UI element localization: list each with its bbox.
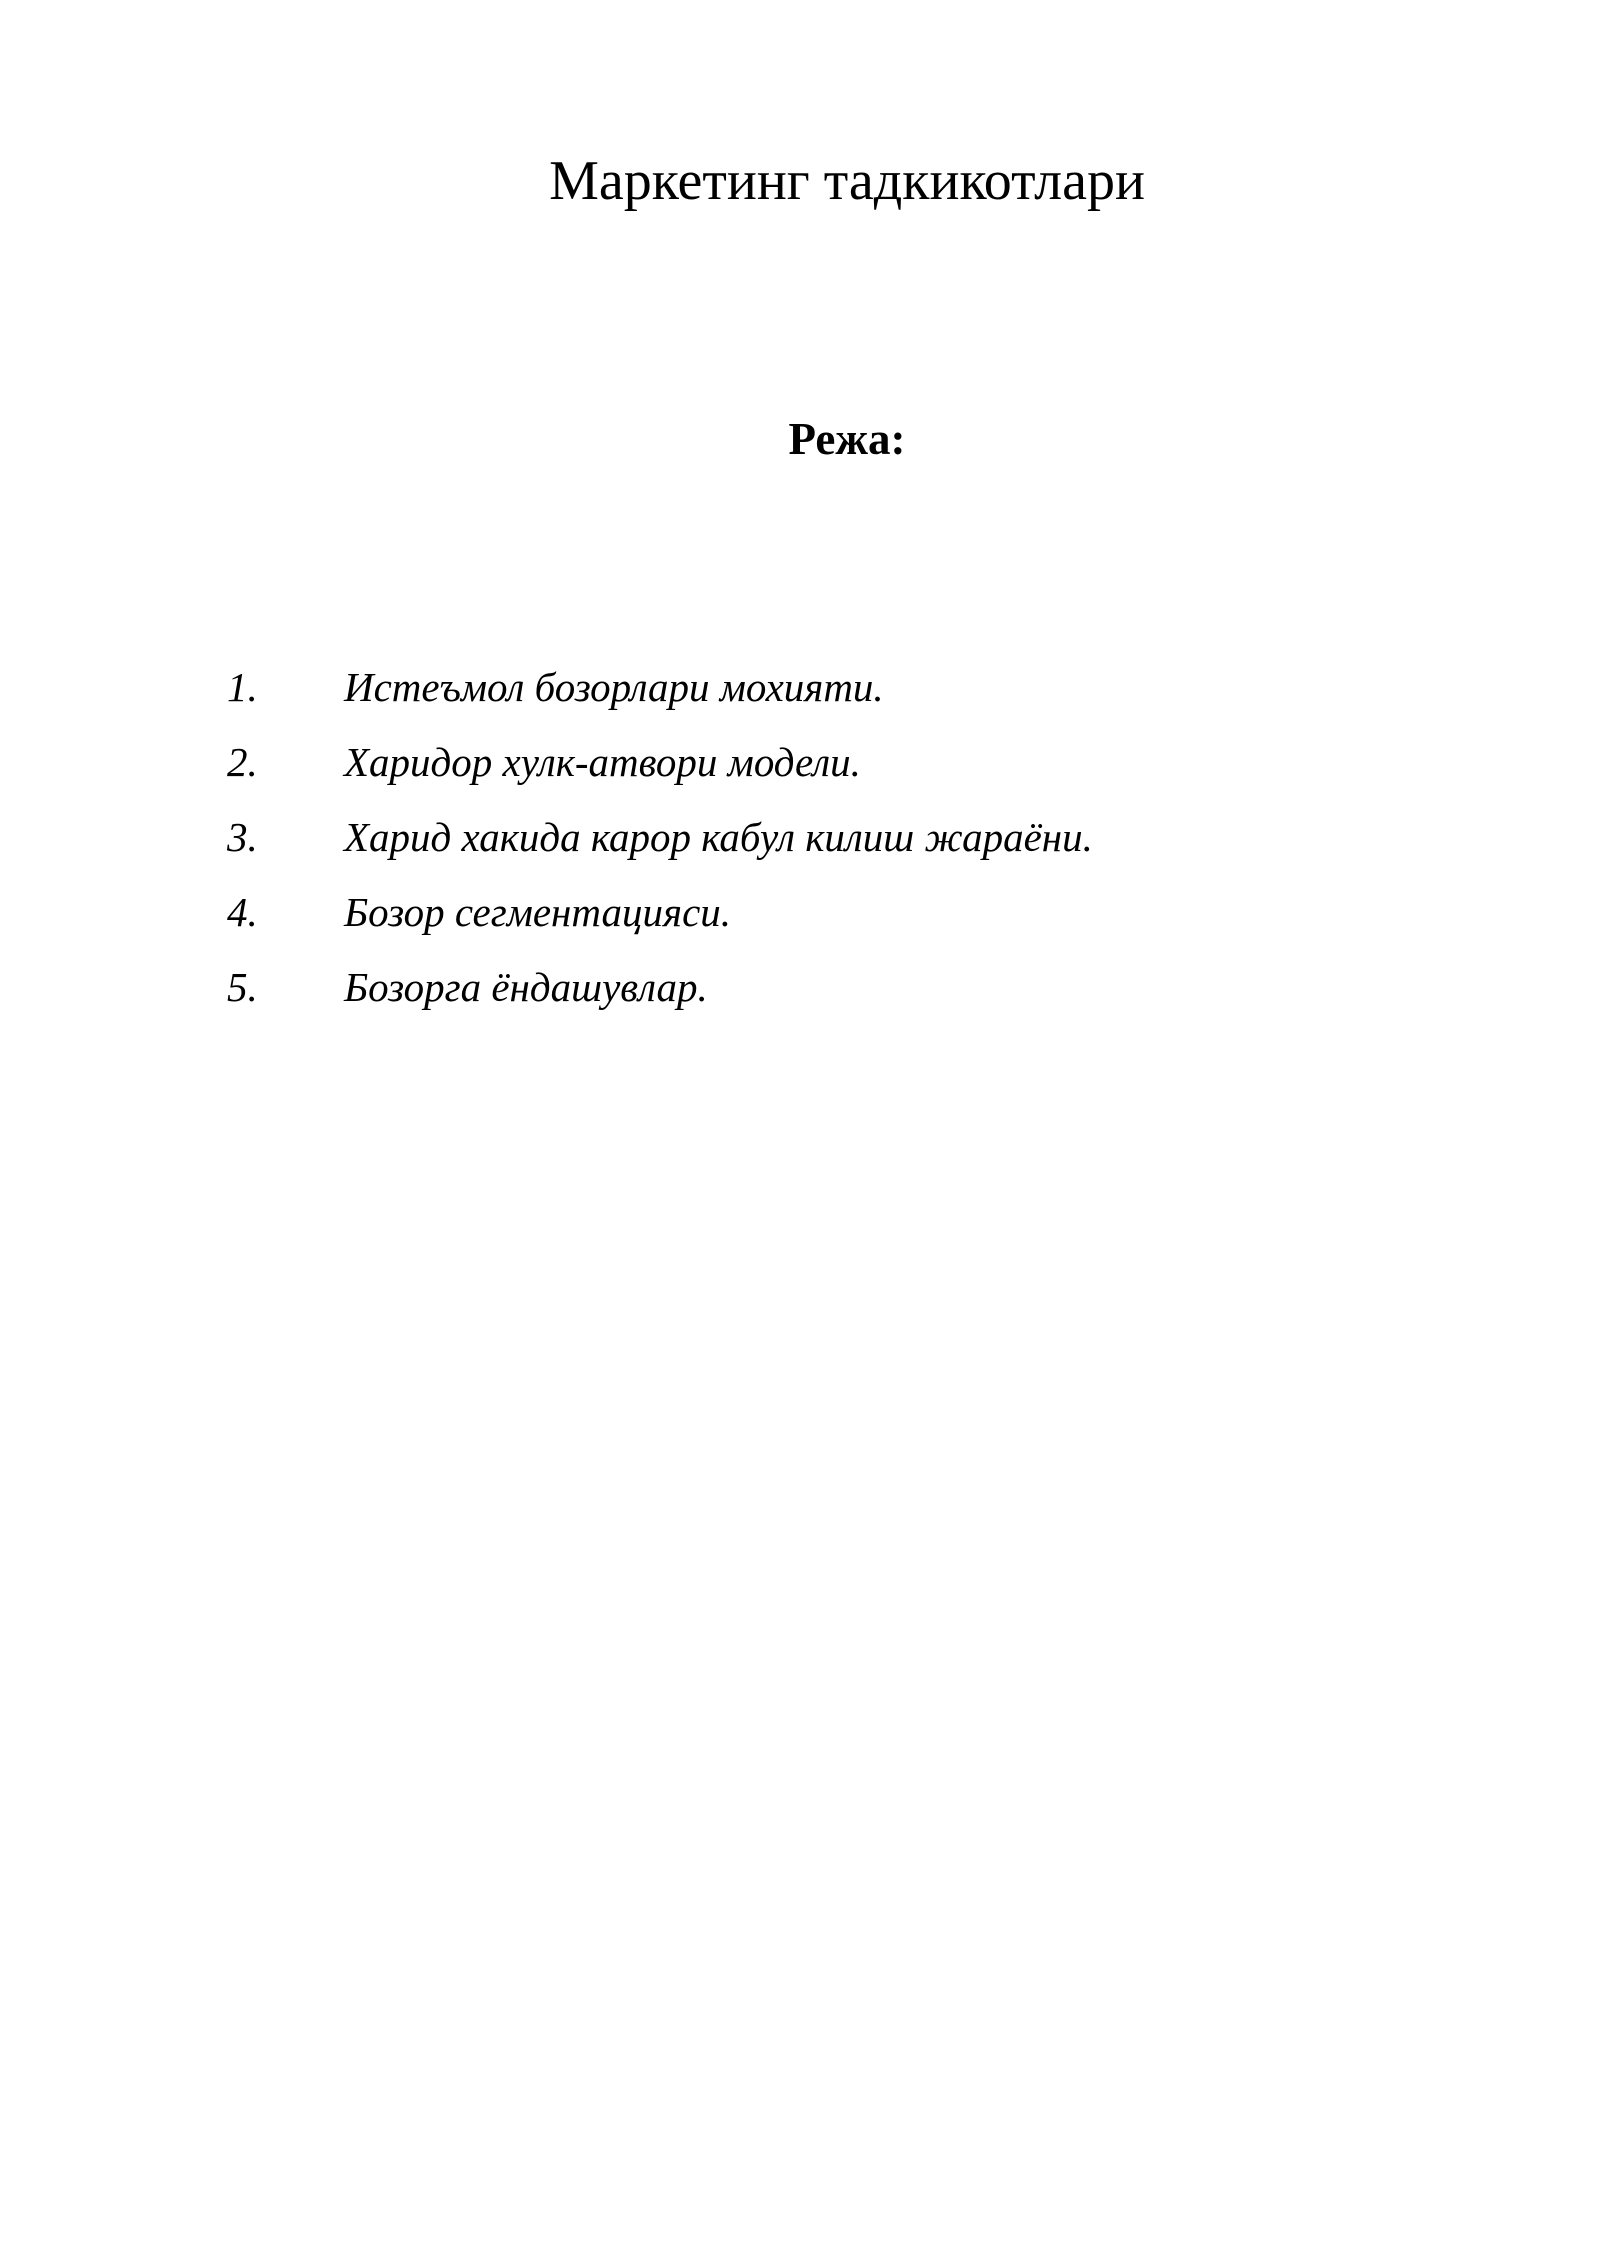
plan-item-number: 3.: [227, 814, 258, 860]
plan-item-number: 2.: [227, 739, 258, 785]
plan-item-text: Харидор хулк-атвори модели.: [344, 739, 861, 785]
plan-item: [227, 738, 1093, 813]
plan-item-text: Бозор сегментацияси.: [344, 889, 732, 935]
plan-list: [227, 663, 1093, 1038]
plan-item: [227, 813, 1093, 888]
plan-item: [227, 963, 1093, 1038]
plan-item-text: Харид хакида карор кабул килиш жараёни.: [344, 814, 1093, 860]
plan-heading: Режа:: [788, 414, 906, 464]
plan-item: [227, 888, 1093, 963]
document-title: Маркетинг тадкикотлари: [549, 150, 1145, 212]
plan-item: [227, 663, 1093, 738]
plan-item-number: 1.: [227, 664, 258, 710]
plan-item-text: Истеъмол бозорлари мохияти.: [344, 664, 884, 710]
plan-item-number: 4.: [227, 889, 258, 935]
plan-item-number: 5.: [227, 964, 258, 1010]
plan-item-text: Бозорга ёндашувлар.: [344, 964, 708, 1010]
